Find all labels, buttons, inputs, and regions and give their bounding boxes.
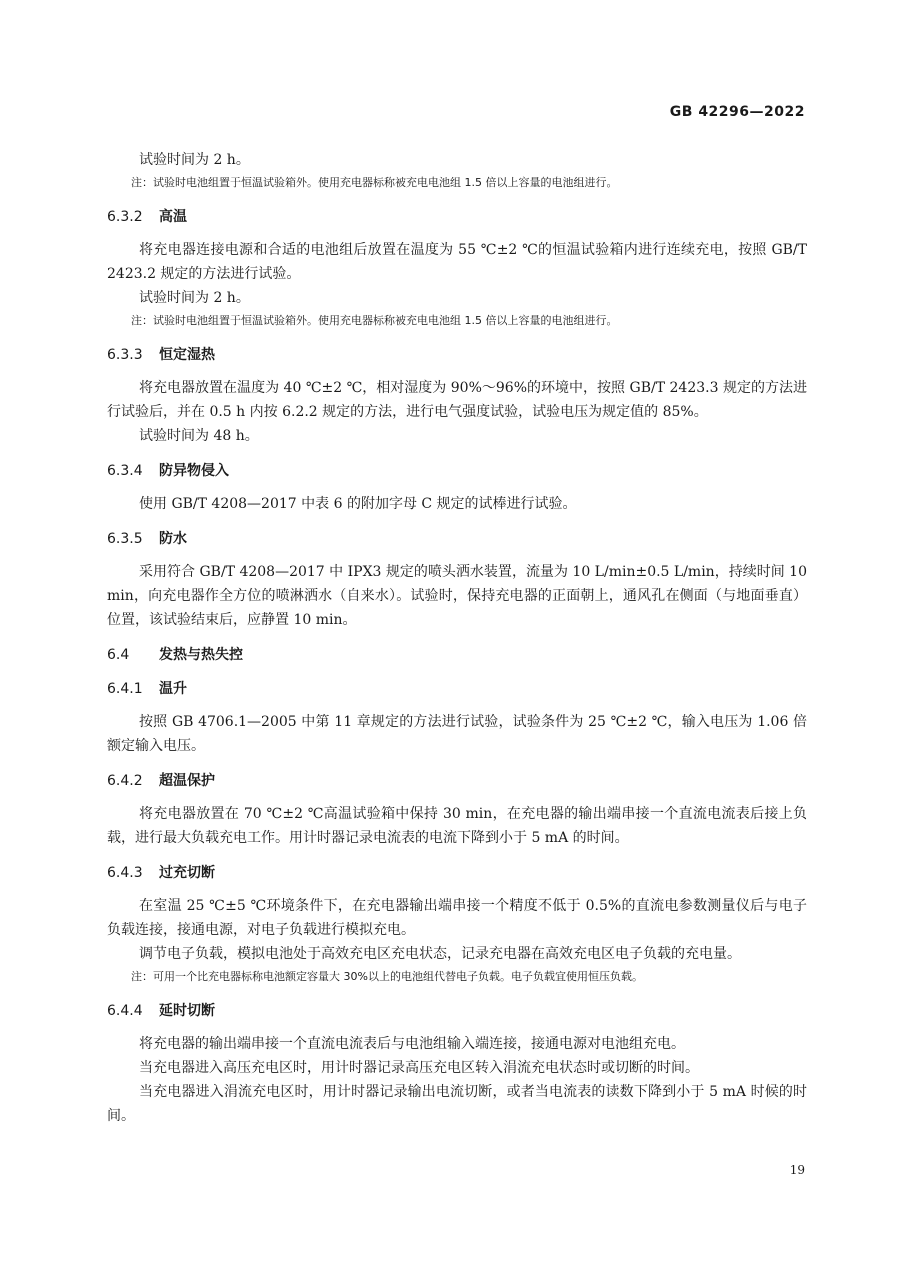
section-heading bbox=[107, 644, 807, 666]
paragraph: 将充电器放置在温度为 40 ℃±2 ℃，相对湿度为 90%～96%的环境中，按照 GB/T 2423.3 规定的方法进行试验后，并在 0.5 h 内按 6.2.2 规定的方法，进行电气强度试验，试验电压为规定值的 85%。 bbox=[107, 380, 807, 420]
section-heading bbox=[107, 460, 807, 482]
paragraph: 当充电器进入高压充电区时，用计时器记录高压充电区转入涓流充电状态时或切断的时间。 bbox=[139, 1060, 699, 1076]
section-heading bbox=[107, 1000, 807, 1022]
page-number: 19 bbox=[789, 1163, 805, 1177]
paragraph: 在室温 25 ℃±5 ℃环境条件下，在充电器输出端串接一个精度不低于 0.5%的直流电参数测量仪后与电子负载连接，接通电源，对电子负载进行模拟充电。 bbox=[107, 898, 807, 938]
section-heading bbox=[107, 678, 807, 700]
section-title: 防异物侵入 bbox=[159, 463, 229, 479]
paragraph: 将充电器放置在 70 ℃±2 ℃高温试验箱中保持 30 min，在充电器的输出端串接一个直流电流表后接上负载，进行最大负载充电工作。用计时器记录电流表的电流下降到小于 5 mA 的时间。 bbox=[107, 806, 807, 846]
section-heading bbox=[107, 344, 807, 366]
section-heading bbox=[107, 528, 807, 550]
note: 注：可用一个比充电器标称电池额定容量大 30%以上的电池组代替电子负载。电子负载宜使用恒压负载。 bbox=[131, 970, 643, 983]
paragraph: 试验时间为 2 h。 bbox=[139, 290, 250, 306]
section-number: 6.4.2 bbox=[107, 773, 143, 789]
section-number: 6.3.4 bbox=[107, 463, 143, 479]
section-heading bbox=[107, 862, 807, 884]
section-title: 温升 bbox=[159, 681, 187, 697]
section-title: 过充切断 bbox=[159, 865, 215, 881]
section-number: 6.4 bbox=[107, 647, 130, 663]
section-title: 延时切断 bbox=[159, 1003, 215, 1019]
section-title: 高温 bbox=[159, 209, 187, 225]
paragraph: 采用符合 GB/T 4208—2017 中 IPX3 规定的喷头洒水装置，流量为 10 L/min±0.5 L/min，持续时间 10 min，向充电器作全方位的喷淋洒水（自来水）。试验时，保持充电器的正面朝上，通风孔在侧面（与地面垂直）位置，该试验结束后，应静置 10 min。 bbox=[107, 564, 807, 628]
section-heading bbox=[107, 206, 807, 228]
document-body bbox=[107, 148, 807, 1128]
section-number: 6.3.2 bbox=[107, 209, 143, 225]
section-heading bbox=[107, 770, 807, 792]
paragraph: 调节电子负载，模拟电池处于高效充电区充电状态，记录充电器在高效充电区电子负载的充电量。 bbox=[139, 946, 741, 962]
section-number: 6.4.4 bbox=[107, 1003, 143, 1019]
section-title: 防水 bbox=[159, 531, 187, 547]
note: 注：试验时电池组置于恒温试验箱外。使用充电器标称被充电电池组 1.5 倍以上容量的电池组进行。 bbox=[131, 314, 618, 327]
paragraph: 将充电器的输出端串接一个直流电流表后与电池组输入端连接，接通电源对电池组充电。 bbox=[139, 1036, 685, 1052]
paragraph: 试验时间为 2 h。 bbox=[139, 152, 250, 168]
section-number: 6.4.3 bbox=[107, 865, 143, 881]
section-number: 6.4.1 bbox=[107, 681, 143, 697]
paragraph: 将充电器连接电源和合适的电池组后放置在温度为 55 ℃±2 ℃的恒温试验箱内进行连续充电，按照 GB/T 2423.2 规定的方法进行试验。 bbox=[107, 242, 807, 282]
paragraph: 当充电器进入涓流充电区时，用计时器记录输出电流切断，或者当电流表的读数下降到小于 5 mA 时候的时间。 bbox=[107, 1084, 807, 1124]
section-title: 发热与热失控 bbox=[159, 647, 243, 663]
paragraph: 按照 GB 4706.1—2005 中第 11 章规定的方法进行试验，试验条件为 25 ℃±2 ℃，输入电压为 1.06 倍额定输入电压。 bbox=[107, 714, 807, 754]
section-title: 恒定湿热 bbox=[159, 347, 215, 363]
section-number: 6.3.3 bbox=[107, 347, 143, 363]
standard-number-header: GB 42296—2022 bbox=[669, 104, 805, 120]
section-number: 6.3.5 bbox=[107, 531, 143, 547]
note: 注：试验时电池组置于恒温试验箱外。使用充电器标称被充电电池组 1.5 倍以上容量的电池组进行。 bbox=[131, 176, 618, 189]
section-title: 超温保护 bbox=[159, 773, 215, 789]
paragraph: 试验时间为 48 h。 bbox=[139, 428, 259, 444]
paragraph: 使用 GB/T 4208—2017 中表 6 的附加字母 C 规定的试棒进行试验。 bbox=[139, 496, 577, 512]
